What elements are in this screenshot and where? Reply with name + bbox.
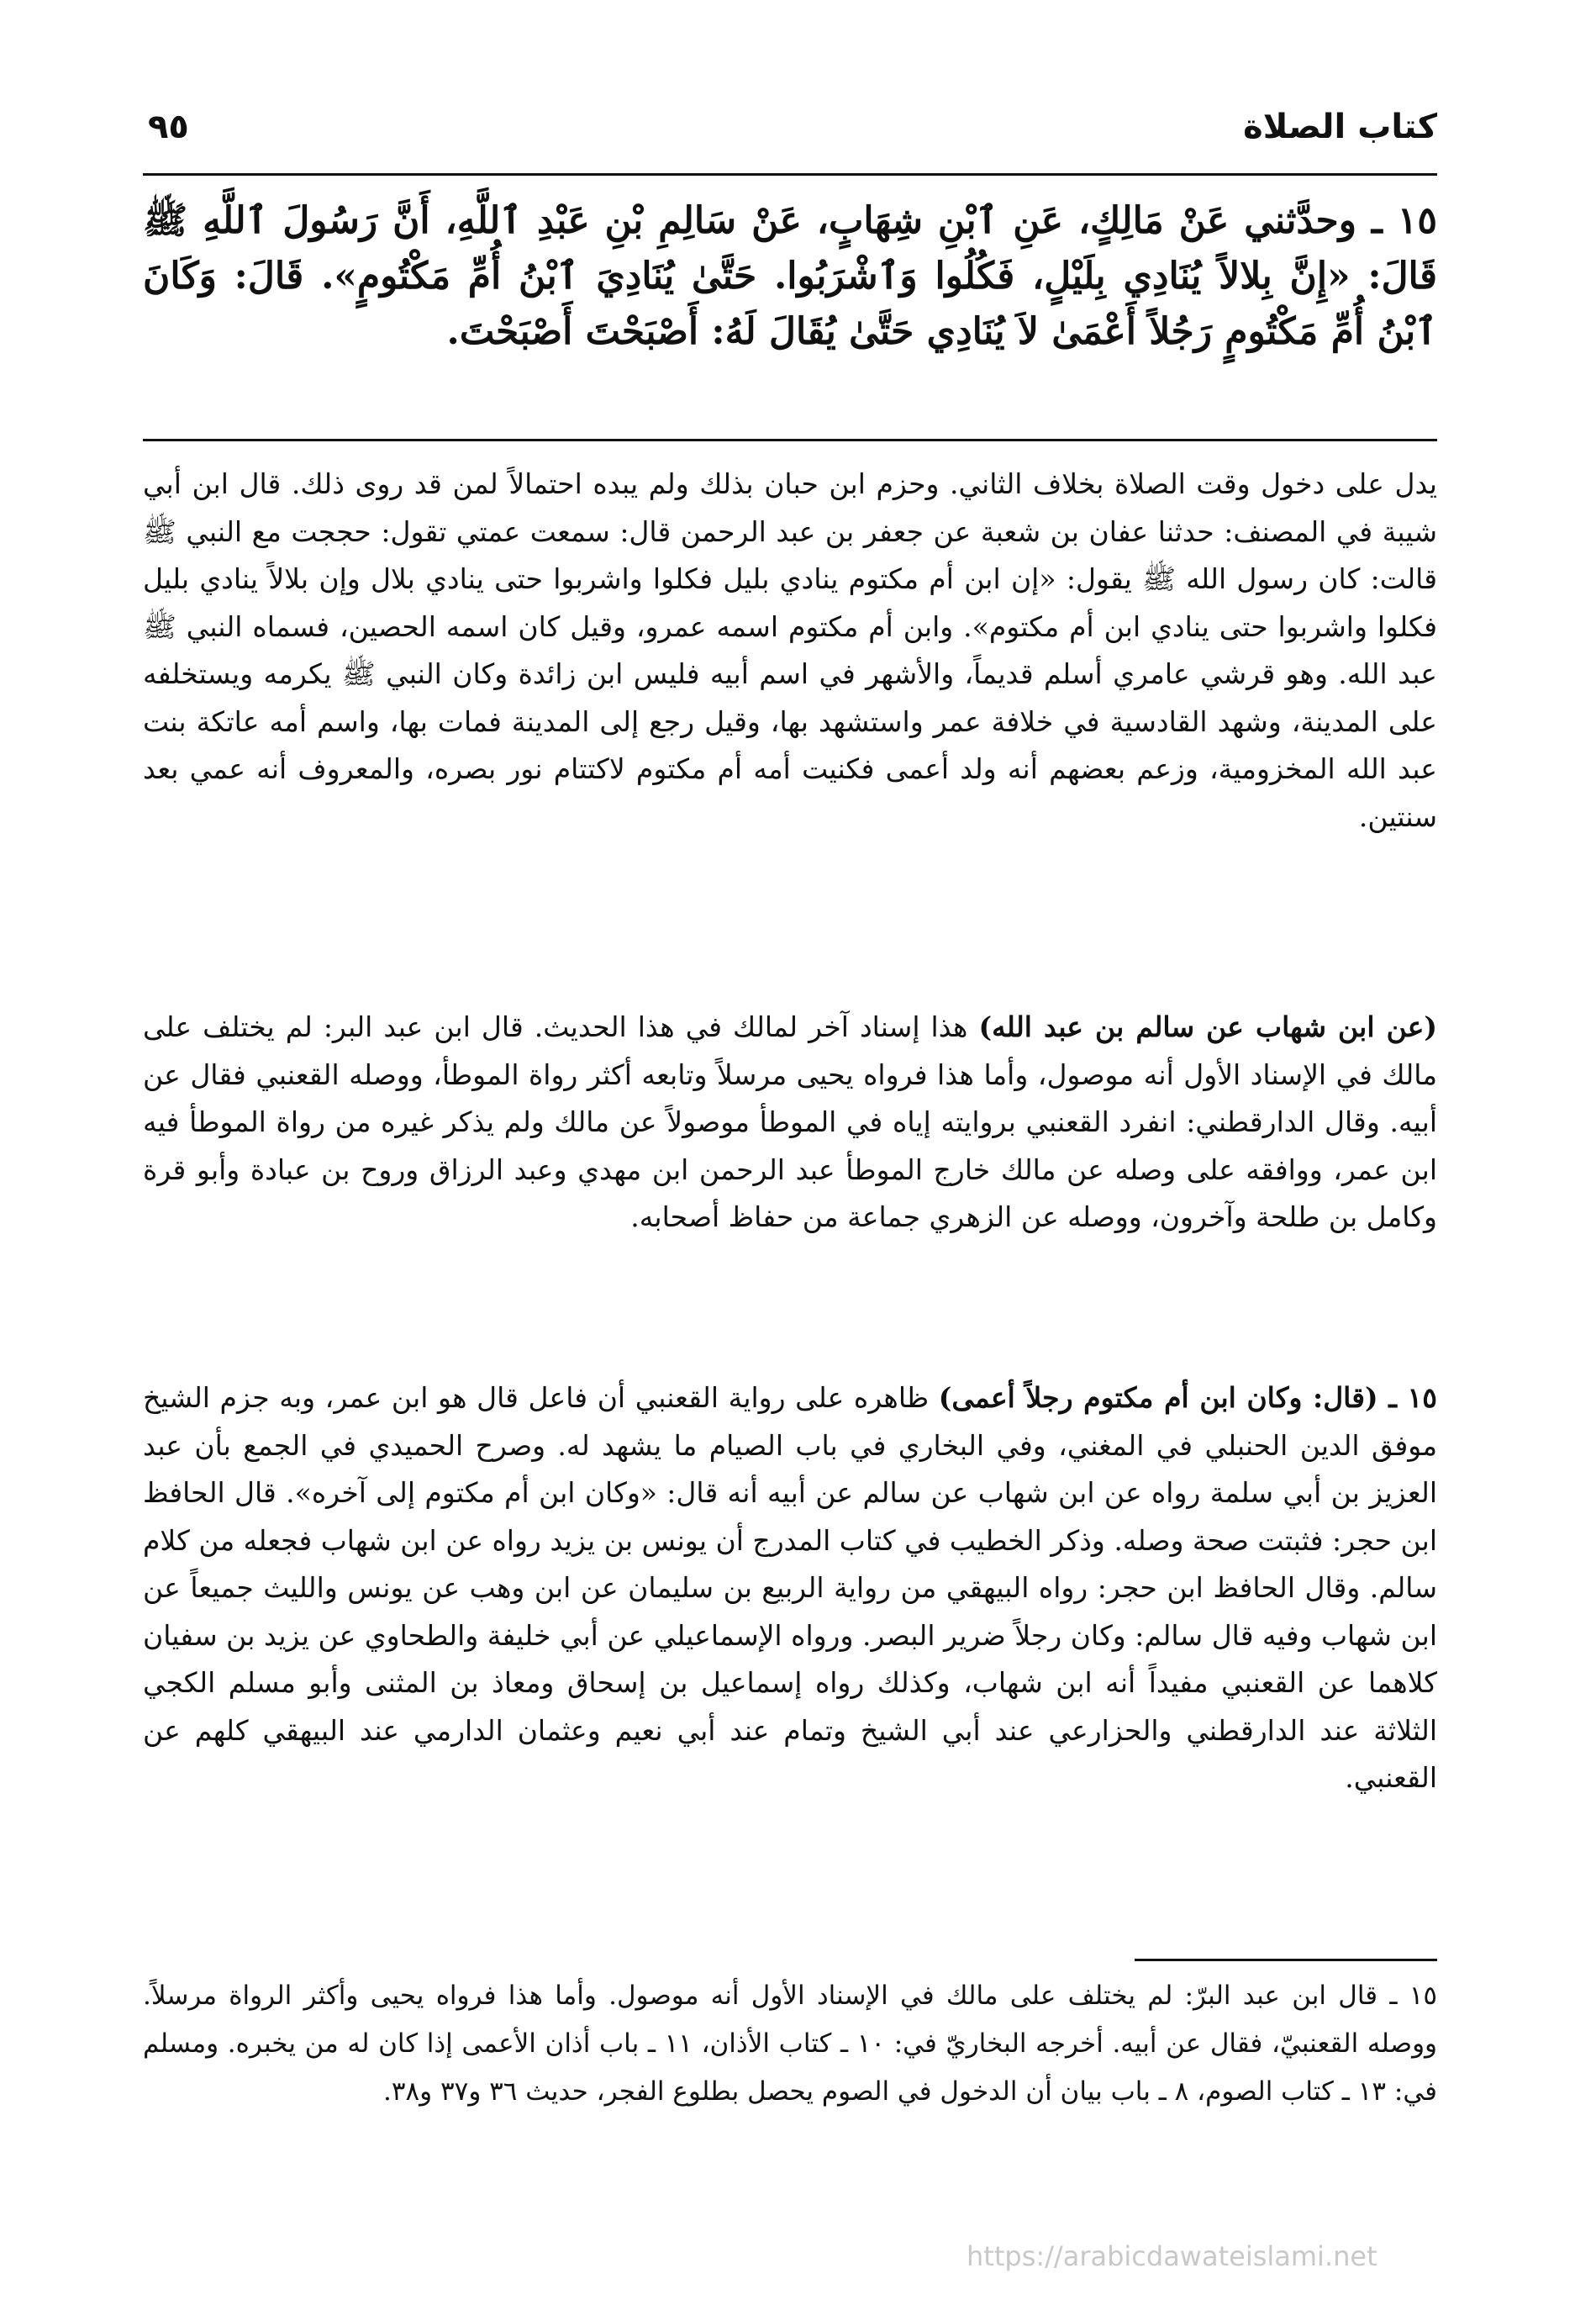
commentary-lead-3: ١٥ ـ (قال: وكان ابن أم مكتوم رجلاً أعمى) bbox=[938, 1381, 1437, 1414]
footnote: ١٥ ـ قال ابن عبد البرّ: لم يختلف على مالك في الإسناد الأول أنه موصول. وأما هذا فرواه يحيى وأكثر الرواة مرسلاً. ووصله القعنبيّ، فقال عن أبيه. أخرجه البخاريّ في: ١٠ ـ كتاب الأذان، ١١ ـ باب أذان الأعمى إذا كان له من يخبره. ومسلم في: ١٣ ـ كتاب الصوم، ٨ ـ باب بيان أن الدخول في الصوم يحصل بطلوع الفجر، حديث ٣٦ و٣٧ و٣٨. bbox=[143, 1981, 1438, 2107]
hadith-text-block bbox=[143, 193, 1437, 360]
commentary-body-3: ظاهره على رواية القعنبي أن فاعل قال هو ابن عمر، وبه جزم الشيخ موفق الدين الحنبلي في المغني، وفي البخاري في باب الصيام ما يشهد له. وصرح الحميدي في الجمع بأن عبد العزيز بن أبي سلمة رواه عن ابن شهاب عن سالم عن أبيه أنه قال: «وكان ابن أم مكتوم إلى آخره». قال الحافظ ابن حجر: فثبتت صحة وصله. وذكر الخطيب في كتاب المدرج أن يونس بن يزيد رواه عن ابن شهاب فجعله من كلام سالم. وقال الحافظ ابن حجر: رواه البيهقي من رواية الربيع بن سليمان عن ابن وهب عن يونس والليث جميعاً عن ابن شهاب وفيه قال سالم: وكان رجلاً ضرير البصر. ورواه الإسماعيلي عن أبي خليفة والطحاوي عن يزيد بن سفيان كلاهما عن القعنبي مفيداً أنه ابن شهاب، وكذلك رواه إسماعيل بن إسحاق ومعاذ بن المثنى وأبو مسلم الكجي الثلاثة عند الدارقطني والحزارعي عند أبي الشيخ وتمام عند أبي نعيم وعثمان الدارمي عند البيهقي كلهم عن القعنبي. bbox=[143, 1381, 1437, 1794]
commentary-paragraph-1: يدل على دخول وقت الصلاة بخلاف الثاني. وحزم ابن حبان بذلك ولم يبده احتمالاً لمن قد روى ذلك. قال ابن أبي شيبة في المصنف: حدثنا عفان بن شعبة عن جعفر بن عبد الرحمن قال: سمعت عمتي تقول: حججت مع النبي ﷺ قالت: كان رسول الله ﷺ يقول: «إن ابن أم مكتوم ينادي بليل فكلوا واشربوا حتى ينادي بلال وإن بلالاً ينادي بليل فكلوا واشربوا حتى ينادي ابن أم مكتوم». وابن أم مكتوم اسمه عمرو، وقيل كان اسمه الحصين، فسماه النبي ﷺ عبد الله. وهو قرشي عامري أسلم قديماً، والأشهر في اسم أبيه فليس ابن زائدة وكان النبي ﷺ يكرمه ويستخلفه على المدينة، وشهد القادسية في خلافة عمر واستشهد بها، وقيل رجع إلى المدينة فمات بها، واسم أمه عاتكة بنت عبد الله المخزومية، وزعم بعضهم أنه ولد أعمى فكنيت أمه أم مكتوم لاكتتام نور بصره، والمعروف أنه عمي بعد سنتين. bbox=[143, 467, 1438, 833]
footnote-rule bbox=[1135, 1959, 1437, 1961]
commentary-paragraph-2 bbox=[143, 1004, 1437, 1242]
hadith-divider bbox=[143, 439, 1437, 441]
book-title: كتاب الصلاة bbox=[1243, 108, 1437, 146]
hadith-number: ١٥ ـ bbox=[1371, 199, 1437, 242]
watermark-url: https://arabicdawateislami.net bbox=[967, 2240, 1377, 2272]
page-header bbox=[143, 108, 1437, 158]
commentary-paragraph-3 bbox=[143, 1374, 1437, 1802]
hadith-text: وحدَّثني عَنْ مَالِكٍ، عَنِ ٱبْنِ شِهَابٍ، عَنْ سَالِمِ بْنِ عَبْدِ ٱللَّهِ، أَنَّ رَسُولَ ٱللَّهِ ﷺ قَالَ: «إِنَّ بِلالاً يُنَادِي بِلَيْلٍ، فَكُلُوا وَٱشْرَبُوا. حَتَّىٰ يُنَادِيَ ٱبْنُ أُمِّ مَكْتُومٍ». قَالَ: وَكَانَ ٱبْنُ أُمِّ مَكْتُومٍ رَجُلاً أَعْمَىٰ لاَ يُنَادِي حَتَّىٰ يُقَالَ لَهُ: أَصْبَحْتَ أَصْبَحْتَ. bbox=[143, 199, 1437, 353]
header-rule bbox=[143, 173, 1437, 176]
commentary-lead-2: (عن ابن شهاب عن سالم بن عبد الله) bbox=[978, 1010, 1437, 1043]
page-number: ٩٥ bbox=[148, 108, 189, 146]
commentary-body-2: هذا إسناد آخر لمالك في هذا الحديث. قال ابن عبد البر: لم يختلف على مالك في الإسناد الأول أنه موصول، وأما هذا فرواه يحيى مرسلاً وتابعه أكثر رواة الموطأ، ووصله القعنبي فقال عن أبيه. وقال الدارقطني: انفرد القعنبي بروايته إياه في الموطأ موصولاً عن مالك ولم يذكر غيره من رواة الموطأ فيه ابن عمر، ووافقه على وصله عن مالك خارج الموطأ عبد الرحمن ابن مهدي وعبد الرزاق وروح بن عبادة وأبو قرة وكامل بن طلحة وآخرون، ووصله عن الزهري جماعة من حفاظ أصحابه. bbox=[143, 1010, 1437, 1233]
